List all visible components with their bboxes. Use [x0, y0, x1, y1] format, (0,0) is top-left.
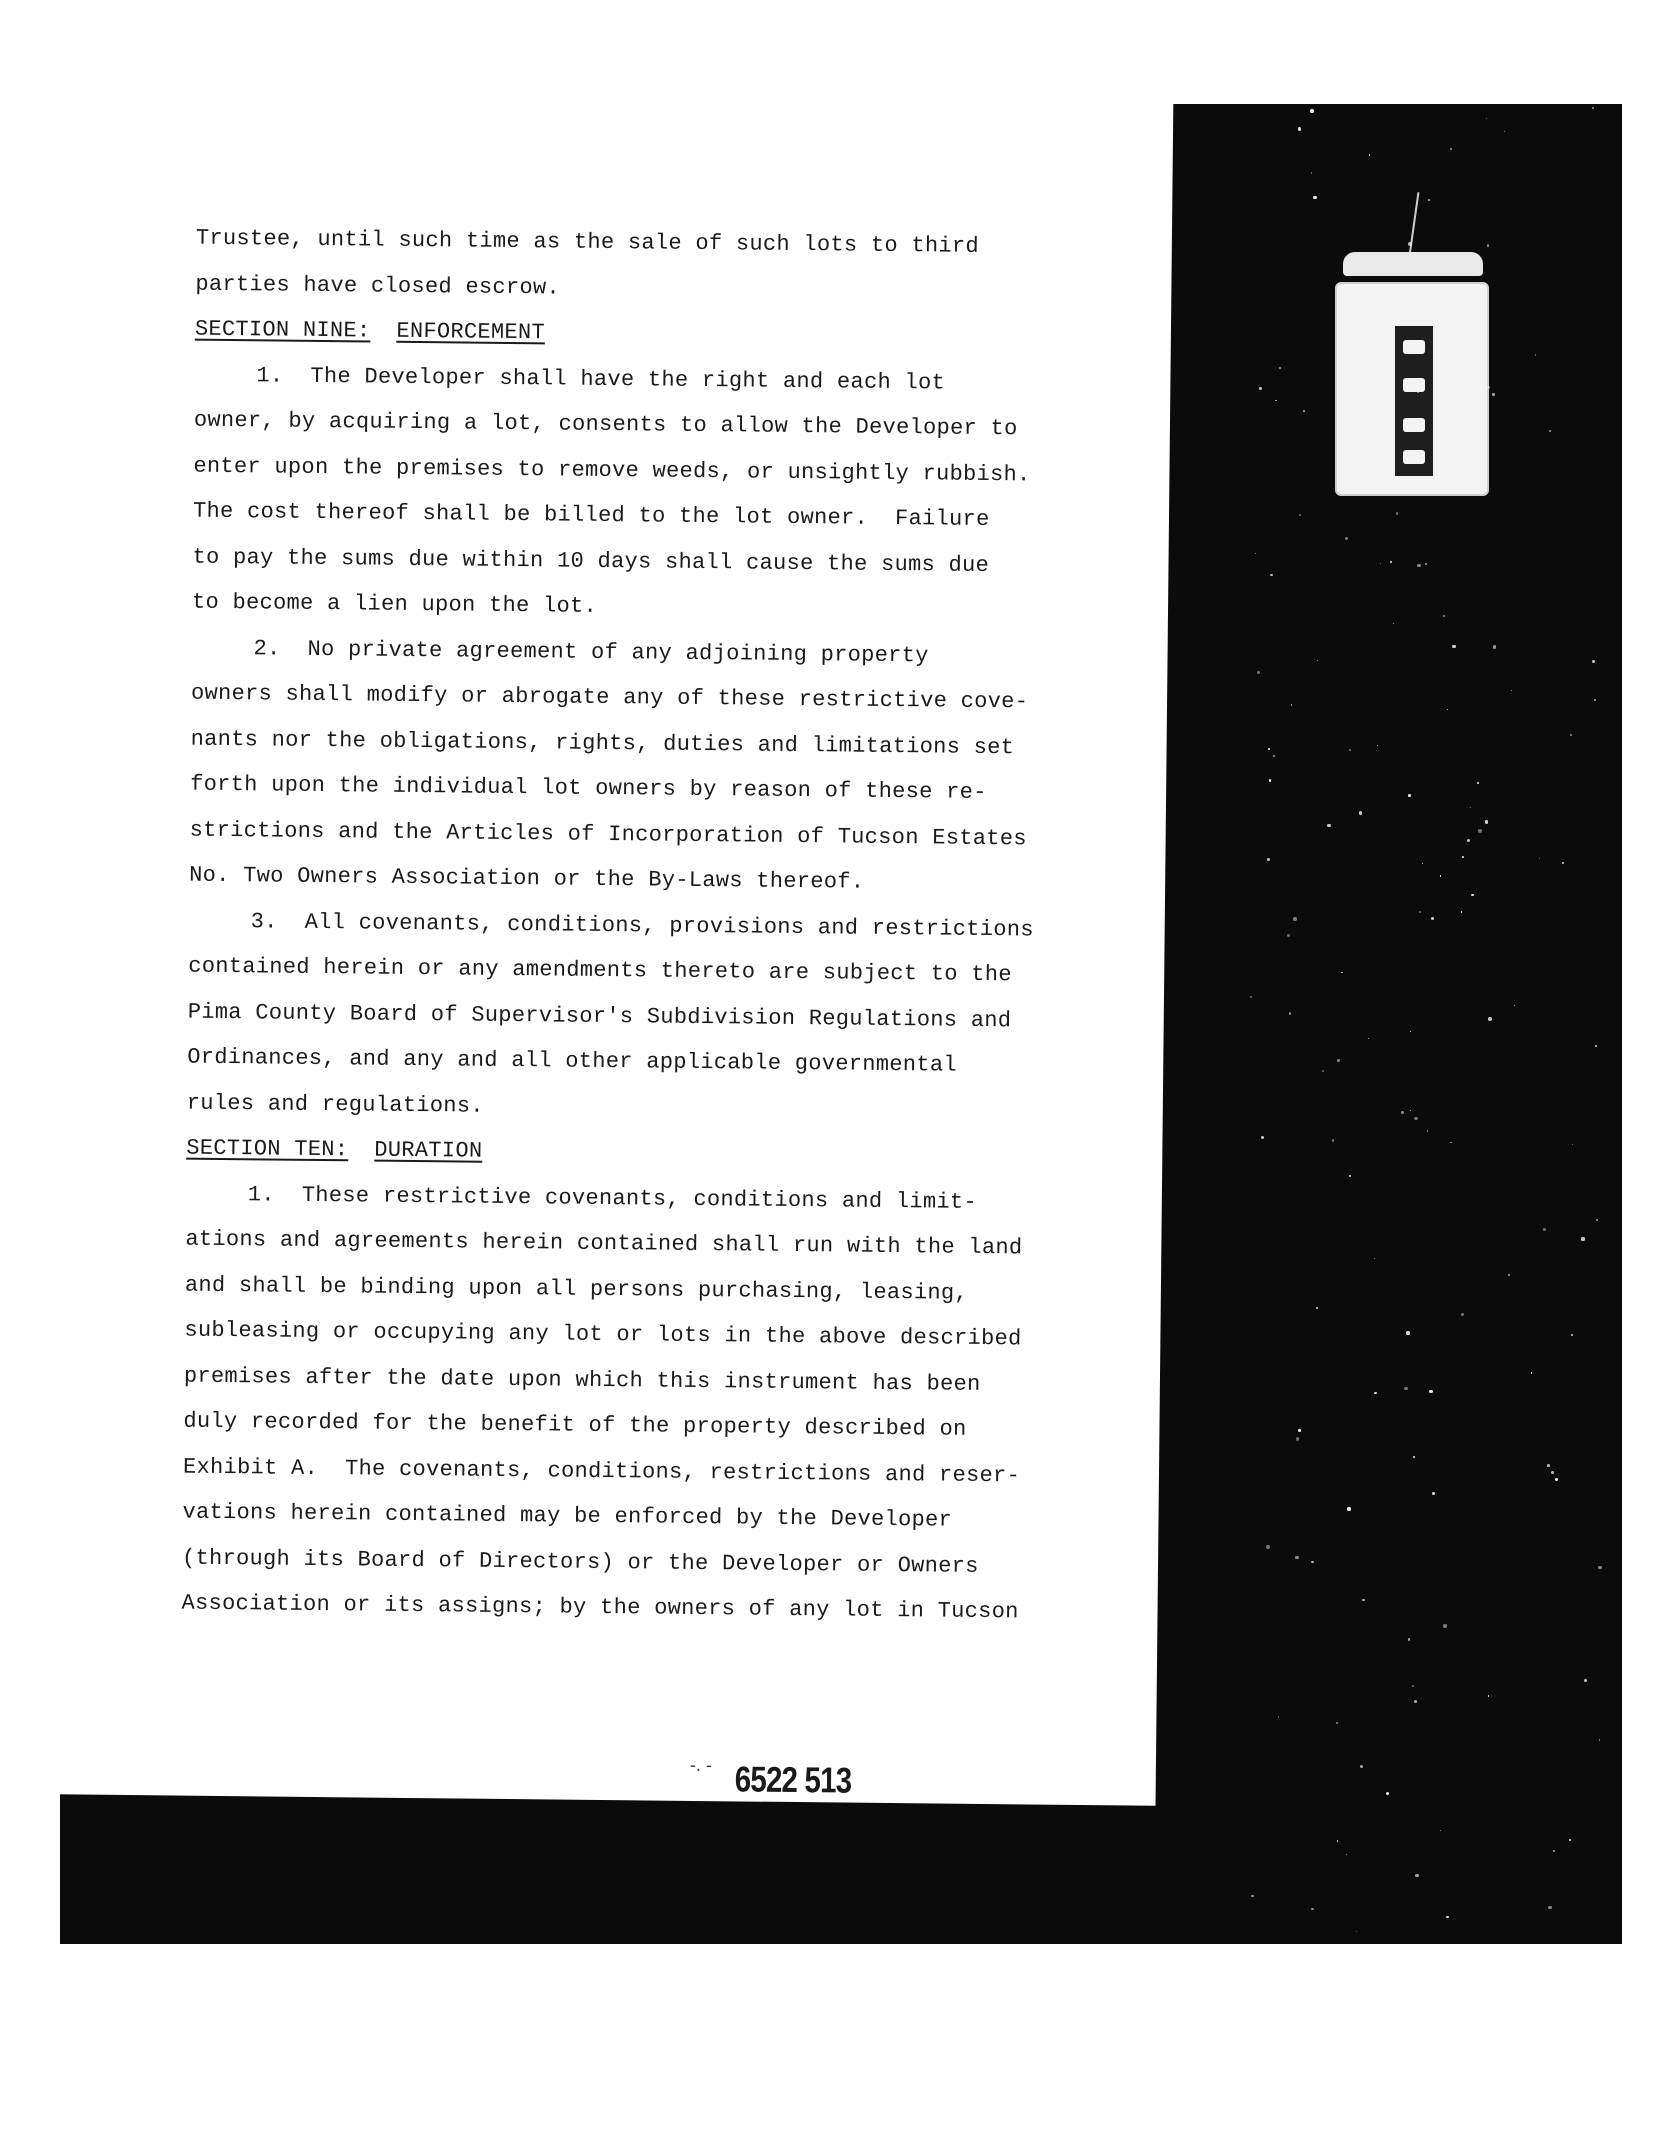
scan-speck: [1488, 1017, 1492, 1021]
text-line: and shall be binding upon all persons purchasing, leasing,: [184, 1272, 969, 1306]
text-line: No. Two Owners Association or the By-Laws thereof.: [189, 862, 865, 895]
scan-speck: [1596, 1219, 1598, 1221]
scan-speck: [1360, 1765, 1363, 1768]
text-line: to become a lien upon the lot.: [191, 589, 598, 619]
scan-speck: [1487, 244, 1489, 246]
scan-speck: [1477, 782, 1479, 784]
clip-top: [1343, 252, 1483, 276]
text-line: owner, by acquiring a lot, consents to allow the Developer to: [193, 407, 1018, 442]
scan-speck: [1404, 1387, 1407, 1390]
scan-speck: [1551, 1471, 1554, 1474]
scan-speck: [1594, 699, 1596, 701]
scan-speck: [1446, 1916, 1449, 1919]
scan-speck: [1349, 749, 1351, 751]
scan-speck: [1417, 564, 1420, 567]
scan-speck: [1275, 400, 1276, 401]
scan-speck: [1311, 1561, 1314, 1564]
section-nine-label: SECTION NINE:: [194, 316, 371, 344]
paragraph-start: 3. All covenants, conditions, provisions and restrictions: [250, 908, 1034, 942]
scan-speck: [1299, 514, 1301, 516]
scan-speck: [1555, 1478, 1558, 1481]
scan-speck: [1447, 709, 1448, 710]
scan-speck: [1571, 1334, 1573, 1336]
text-line: subleasing or occupying any lot or lots in the above described: [184, 1317, 1022, 1352]
scan-speck: [1428, 199, 1430, 201]
text-line: contained herein or any amendments thereto are subject to the: [188, 953, 1012, 988]
scan-speck: [1298, 1429, 1301, 1432]
scan-speck: [1452, 645, 1455, 648]
scan-speck: [1257, 671, 1260, 674]
scan-speck: [1572, 1144, 1573, 1145]
text-line: Exhibit A. The covenants, conditions, restrictions and reser-: [182, 1454, 1021, 1488]
scan-speck: [1592, 660, 1596, 664]
text-line: Association or its assigns; by the owners of any lot in Tucson: [181, 1590, 1019, 1625]
scan-speck: [1432, 1492, 1435, 1495]
scan-speck: [1461, 1313, 1463, 1315]
scan-speck: [1414, 1117, 1418, 1121]
scan-speck: [1410, 1110, 1411, 1111]
scan-speck: [1531, 1372, 1533, 1374]
scan-speck: [1374, 1392, 1377, 1395]
scan-speck: [1293, 917, 1297, 921]
paragraph-start: 1. These restrictive covenants, conditions and limit-: [247, 1181, 978, 1215]
scan-speck: [1259, 387, 1262, 390]
section-nine-heading: [195, 307, 1055, 362]
scan-speck: [1273, 755, 1275, 757]
scan-speck: [1347, 1507, 1351, 1511]
scan-speck: [1380, 563, 1382, 565]
scan-speck: [1584, 1679, 1587, 1682]
scan-speck: [1549, 430, 1551, 432]
scan-speck: [1377, 745, 1378, 746]
scan-speck: [1595, 1045, 1596, 1046]
scan-speck: [1337, 1059, 1340, 1062]
scan-speck: [1310, 109, 1314, 113]
clip-wire: [1409, 192, 1420, 256]
scan-speck: [1266, 1545, 1270, 1549]
scan-speck: [1291, 704, 1292, 705]
text-line: ations and agreements herein contained shall run with the land: [185, 1226, 1023, 1261]
scan-speck: [1598, 1566, 1602, 1570]
scan-speck: [1332, 1139, 1335, 1142]
scan-speck: [1569, 1839, 1571, 1841]
scan-speck: [1362, 1599, 1364, 1601]
text-line: enter upon the premises to remove weeds, or unsightly rubbish.: [193, 453, 1031, 487]
scan-speck: [1415, 1874, 1419, 1878]
scan-speck: [1255, 553, 1256, 554]
text-line: premises after the date upon which this instrument has been: [183, 1363, 981, 1397]
scan-speck: [1311, 1908, 1313, 1910]
scan-speck: [1386, 1792, 1389, 1795]
text-line: The cost thereof shall be billed to the lot owner. Failure: [192, 498, 990, 532]
scan-speck: [1592, 107, 1594, 109]
text-line: strictions and the Articles of Incorporation of Tucson Estates: [189, 817, 1027, 851]
scan-speck: [1408, 1638, 1410, 1640]
scan-speck: [1414, 1700, 1417, 1703]
scan-speck: [1410, 1031, 1411, 1032]
scan-speck: [1450, 148, 1452, 150]
scan-speck: [1422, 863, 1423, 864]
section-nine-title: ENFORCEMENT: [396, 318, 546, 346]
scan-speck: [1393, 623, 1394, 624]
scan-speck: [1322, 1070, 1324, 1072]
scan-speck: [1427, 1130, 1428, 1131]
scan-speck: [1311, 172, 1312, 173]
scan-speck: [1390, 561, 1392, 563]
scan-speck: [1303, 410, 1305, 412]
scan-speck: [1408, 794, 1411, 797]
scan-speck: [1570, 734, 1572, 736]
clip-window: [1395, 326, 1433, 476]
scan-speck: [1337, 1840, 1339, 1842]
scan-speck: [1270, 574, 1272, 576]
scan-speck: [1279, 367, 1280, 368]
scan-speck: [1412, 1685, 1414, 1687]
scan-speck: [1508, 1274, 1510, 1276]
scan-speck: [1369, 154, 1370, 155]
scan-speck: [1581, 1237, 1584, 1240]
section-ten-label: SECTION TEN:: [186, 1135, 349, 1163]
scan-speck: [1269, 779, 1271, 781]
section-ten-title: DURATION: [374, 1137, 483, 1164]
scan-speck: [1289, 1012, 1291, 1014]
scan-speck: [1287, 934, 1290, 937]
scan-speck: [1467, 839, 1470, 842]
scan-speck: [1278, 1716, 1279, 1717]
scan-speck: [1443, 615, 1445, 617]
scan-speck: [1296, 1437, 1300, 1441]
scan-speck: [1346, 1854, 1347, 1855]
scan-speck: [1443, 1624, 1447, 1628]
document-body: [181, 216, 1056, 1635]
scan-speck: [1359, 811, 1363, 815]
scan-speck: [1349, 1175, 1350, 1176]
scan-speck: [1539, 858, 1540, 859]
paragraph-start: 2. No private agreement of any adjoining property: [253, 635, 929, 668]
text-line: (through its Board of Directors) or the Developer or Owners: [181, 1545, 979, 1579]
scan-speck: [1368, 1038, 1369, 1039]
scan-speck: [1345, 537, 1348, 540]
scan-speck: [1492, 393, 1495, 396]
text-line: nants nor the obligations, rights, duties and limitations set: [190, 726, 1015, 760]
scan-speck: [1485, 820, 1488, 823]
scan-speck: [1316, 1307, 1318, 1309]
scan-speck: [1471, 894, 1473, 896]
text-line: to pay the sums due within 10 days shall cause the sums due: [192, 544, 990, 578]
scan-speck: [1406, 1331, 1410, 1335]
scan-speck: [1413, 1456, 1415, 1458]
text-line: Ordinances, and any and all other applicable governmental: [187, 1044, 958, 1078]
scan-speck: [1562, 862, 1564, 864]
text-line: rules and regulations.: [186, 1090, 484, 1119]
scan-speck: [1327, 824, 1330, 827]
scan-speck: [1543, 1228, 1546, 1231]
scan-speck: [1298, 127, 1301, 130]
text-line: owners shall modify or abrogate any of these restrictive cove-: [190, 680, 1029, 715]
scan-speck: [1313, 196, 1317, 200]
scan-speck: [1461, 911, 1462, 912]
scan-speck: [1486, 118, 1487, 119]
footer-mark: -. -: [689, 1754, 713, 1776]
scan-speck: [1440, 875, 1441, 876]
scan-speck: [1250, 996, 1252, 998]
scan-speck: [1470, 807, 1471, 808]
paragraph-start: 1. The Developer shall have the right and each lot: [256, 362, 946, 396]
binder-clip-icon: [1335, 252, 1495, 502]
page-number: 6522 513: [734, 1758, 852, 1801]
clip-body: [1335, 282, 1489, 496]
scan-speck: [1251, 1895, 1254, 1898]
section-ten-heading: [186, 1126, 1046, 1181]
text-line: parties have closed escrow.: [195, 271, 561, 300]
scan-speck: [1356, 1931, 1357, 1932]
scan-speck: [1493, 645, 1496, 648]
scan-speck: [1261, 1136, 1264, 1139]
scan-speck: [1599, 1739, 1601, 1741]
scan-speck: [1504, 131, 1505, 132]
scan-speck: [1417, 391, 1419, 393]
scan-speck: [1440, 1830, 1441, 1831]
text-line: Pima County Board of Supervisor's Subdivision Regulations and: [187, 999, 1012, 1033]
scan-speck: [1425, 563, 1427, 565]
scan-speck: [1547, 1464, 1550, 1467]
text-line: vations herein contained may be enforced by the Developer: [182, 1499, 953, 1533]
scan-speck: [1431, 917, 1435, 921]
scan-speck: [1514, 1005, 1516, 1007]
scan-speck: [1478, 829, 1482, 833]
scan-speck: [1374, 1258, 1375, 1259]
text-line: Trustee, until such time as the sale of such lots to third: [195, 225, 980, 259]
text-line: duly recorded for the benefit of the property described on: [183, 1408, 967, 1442]
scan-speck: [1488, 1695, 1490, 1697]
scan-speck: [1462, 856, 1464, 858]
scan-speck: [1295, 1556, 1299, 1560]
scan-speck: [1511, 690, 1512, 691]
scan-speck: [1341, 972, 1342, 973]
text-line: forth upon the individual lot owners by reason of these re-: [190, 771, 987, 805]
scan-speck: [1419, 911, 1421, 913]
scan-speck: [1553, 1850, 1555, 1852]
scan-speck: [1268, 748, 1270, 750]
scan-speck: [1429, 1390, 1432, 1393]
scan-speck: [1548, 1906, 1551, 1909]
scan-speck: [1317, 660, 1318, 661]
scan-speck: [1450, 1142, 1451, 1143]
scan-speck: [1336, 1722, 1338, 1724]
scan-speck: [1535, 354, 1536, 355]
scan-speck: [1396, 512, 1398, 514]
scan-speck: [1401, 1111, 1404, 1114]
document-page: [20, 34, 1174, 1806]
scan-speck: [1267, 858, 1270, 861]
